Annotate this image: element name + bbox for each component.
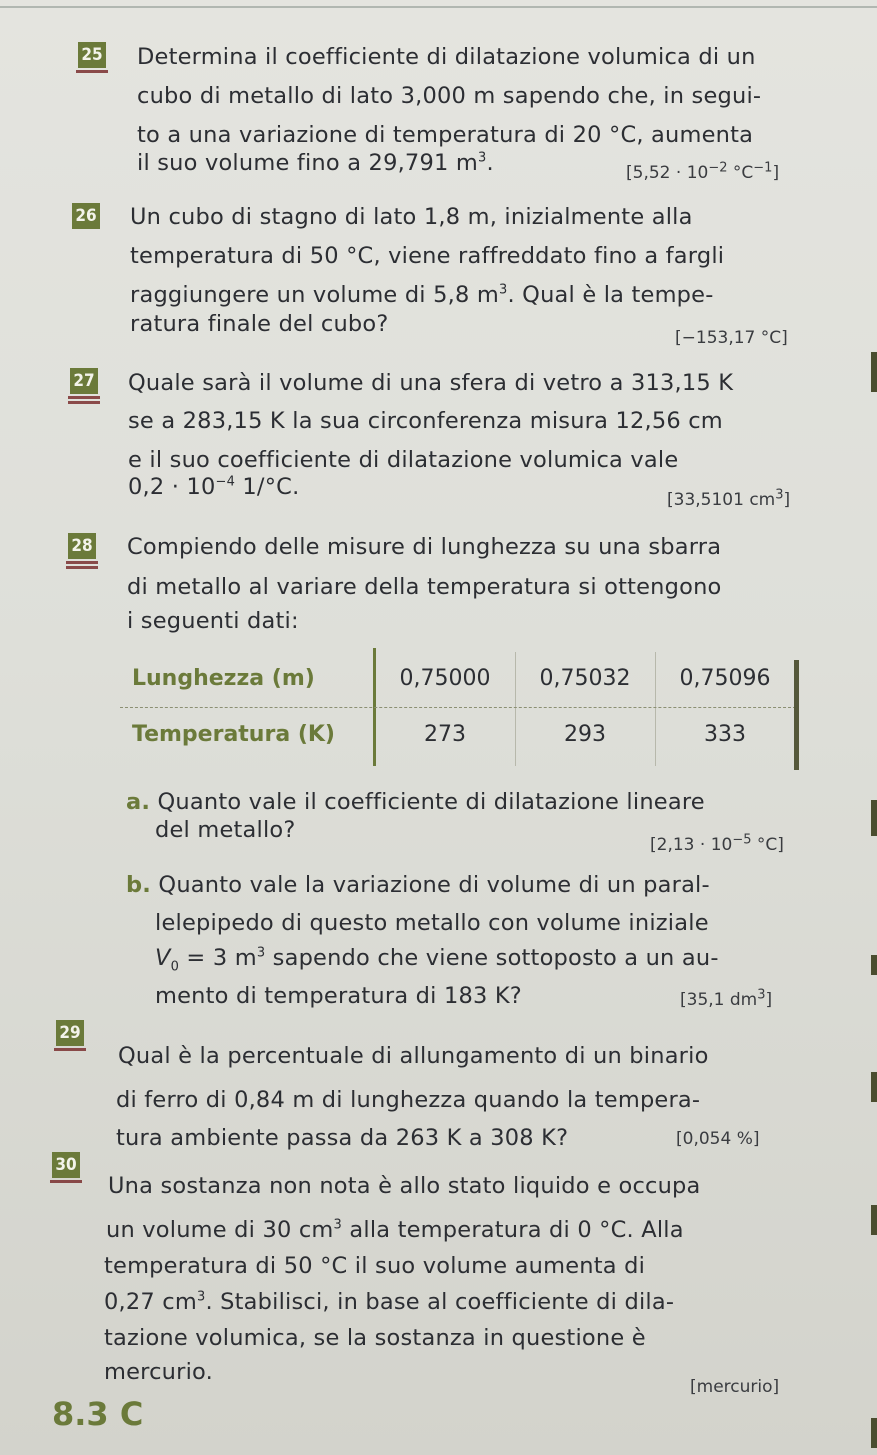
text: [2,13 · 10 xyxy=(650,835,733,855)
top-rule xyxy=(0,6,877,8)
superscript: 3 xyxy=(477,150,487,166)
sub-letter: a. xyxy=(126,789,151,815)
exercise-text-line: Quale sarà il volume di una sfera di vetro a 313,15 K xyxy=(128,370,734,396)
text: Quanto vale il coefficiente di dilatazione lineare xyxy=(157,789,705,815)
table-cell: 333 xyxy=(704,721,746,747)
answer xyxy=(680,987,773,1010)
answer: [mercurio] xyxy=(690,1377,780,1397)
exercise-text-line: di metallo al variare della temperatura si ottengono xyxy=(127,574,722,600)
exercise-text-line: tura ambiente passa da 263 K a 308 K? xyxy=(116,1125,569,1151)
text: Quanto vale la variazione di volume di un paral- xyxy=(158,872,710,898)
exercise-text-line: ratura finale del cubo? xyxy=(130,311,389,337)
exercise-number-badge: 27 xyxy=(70,368,98,394)
exercise-text-line: lelepipedo di questo metallo con volume iniziale xyxy=(155,910,709,936)
exercise-text-line: e il suo coefficiente di dilatazione volumica vale xyxy=(128,447,679,473)
exercise-text-line: to a una variazione di temperatura di 20 °C, aumenta xyxy=(137,122,754,148)
answer xyxy=(667,487,791,510)
exercise-number-badge: 28 xyxy=(68,533,96,559)
superscript: −5 xyxy=(732,832,752,848)
exercise-text-line: mento di temperatura di 183 K? xyxy=(155,983,522,1009)
exercise-text-line: Una sostanza non nota è allo stato liquido e occupa xyxy=(108,1173,701,1199)
answer: [0,054 %] xyxy=(676,1129,760,1149)
exercise-text-line: mercurio. xyxy=(104,1359,213,1385)
answer xyxy=(626,160,780,183)
subscript: 0 xyxy=(170,959,180,975)
superscript: −4 xyxy=(215,474,236,490)
text: ] xyxy=(783,490,791,510)
text: [33,5101 cm xyxy=(667,490,776,510)
text: un volume di 30 cm xyxy=(106,1217,334,1243)
data-table xyxy=(120,650,795,762)
text: il suo volume fino a 29,791 m xyxy=(137,150,478,176)
text: . Stabilisci, in base al coefficiente di dila- xyxy=(205,1289,675,1315)
exercise-text-line: tazione volumica, se la sostanza in questione è xyxy=(104,1325,646,1351)
superscript: −1 xyxy=(753,160,773,176)
exercise-text-line: Qual è la percentuale di allungamento di un binario xyxy=(118,1043,709,1069)
exercise-text-line: i seguenti dati: xyxy=(127,608,299,634)
superscript: 3 xyxy=(196,1289,206,1305)
exercise-text-line xyxy=(130,279,714,311)
text: [35,1 dm xyxy=(680,990,758,1010)
exercise-text-line: se a 283,15 K la sua circonferenza misura 12,56 cm xyxy=(128,408,723,434)
exercise-text-line: Determina il coefficiente di dilatazione volumica di un xyxy=(137,44,756,70)
table-cell: 0,75032 xyxy=(539,665,631,691)
answer: [−153,17 °C] xyxy=(675,328,788,348)
text: alla temperatura di 0 °C. Alla xyxy=(342,1217,684,1243)
difficulty-bars-icon xyxy=(50,1180,82,1190)
exercise-number-badge: 29 xyxy=(56,1020,84,1046)
exercise-text-line xyxy=(137,147,494,179)
text: V xyxy=(155,945,171,971)
text: = 3 m xyxy=(179,945,257,971)
exercise-text-line xyxy=(104,1286,674,1318)
exercise-number-badge: 30 xyxy=(52,1152,80,1178)
exercise-text-line: Compiendo delle misure di lunghezza su una sbarra xyxy=(127,534,722,560)
page-edge-mark xyxy=(871,955,877,975)
table-cell: 0,75096 xyxy=(679,665,771,691)
page-edge-mark xyxy=(871,1418,877,1448)
text: . Qual è la tempe- xyxy=(507,282,714,308)
difficulty-bars-icon xyxy=(76,70,108,80)
exercise-text-line xyxy=(155,942,719,974)
difficulty-bars-icon xyxy=(54,1048,86,1058)
row-header: Temperatura (K) xyxy=(132,721,335,747)
table-row xyxy=(120,650,795,706)
table-cell: 273 xyxy=(424,721,466,747)
page-edge-mark xyxy=(871,352,877,392)
table-row xyxy=(120,706,795,762)
superscript: 3 xyxy=(498,282,508,298)
exercise-text-line: cubo di metallo di lato 3,000 m sapendo che, in segui- xyxy=(137,83,762,109)
text: ] xyxy=(772,163,780,183)
exercise-text-line: temperatura di 50 °C il suo volume aumenta di xyxy=(104,1253,646,1279)
sub-question-b xyxy=(126,869,710,901)
superscript: 3 xyxy=(775,487,784,503)
row-header: Lunghezza (m) xyxy=(132,665,315,691)
difficulty-bars-icon xyxy=(68,396,100,406)
text: raggiungere un volume di 5,8 m xyxy=(130,282,499,308)
text: 0,27 cm xyxy=(104,1289,197,1315)
page-edge-mark xyxy=(871,1072,877,1102)
superscript: 3 xyxy=(757,987,766,1003)
exercise-text-line xyxy=(106,1214,684,1246)
text: sapendo che viene sottoposto a un au- xyxy=(265,945,719,971)
text: [5,52 · 10 xyxy=(626,163,709,183)
exercise-text-line: di ferro di 0,84 m di lunghezza quando la tempera- xyxy=(116,1087,701,1113)
exercise-text-line: del metallo? xyxy=(155,817,296,843)
difficulty-bars-icon xyxy=(66,561,98,571)
page-edge-mark xyxy=(871,1205,877,1235)
text: 1/°C. xyxy=(235,474,300,500)
page-edge-mark xyxy=(871,800,877,836)
exercise-text-line xyxy=(128,471,299,503)
text: . xyxy=(486,150,494,176)
superscript: −2 xyxy=(708,160,728,176)
answer xyxy=(650,832,784,855)
exercise-text-line: Un cubo di stagno di lato 1,8 m, inizialmente alla xyxy=(130,204,693,230)
superscript: 3 xyxy=(333,1217,343,1233)
text: °C] xyxy=(751,835,784,855)
text: °C xyxy=(727,163,754,183)
exercise-number-badge: 26 xyxy=(72,203,100,229)
superscript: 3 xyxy=(256,945,266,961)
exercise-text-line: temperatura di 50 °C, viene raffreddato fino a fargli xyxy=(130,243,725,269)
sub-letter: b. xyxy=(126,872,152,898)
section-heading: 8.3 C xyxy=(52,1395,144,1433)
exercise-number-badge: 25 xyxy=(78,42,106,68)
table-cell: 293 xyxy=(564,721,606,747)
text: ] xyxy=(765,990,773,1010)
table-cell: 0,75000 xyxy=(399,665,491,691)
text: 0,2 · 10 xyxy=(128,474,216,500)
